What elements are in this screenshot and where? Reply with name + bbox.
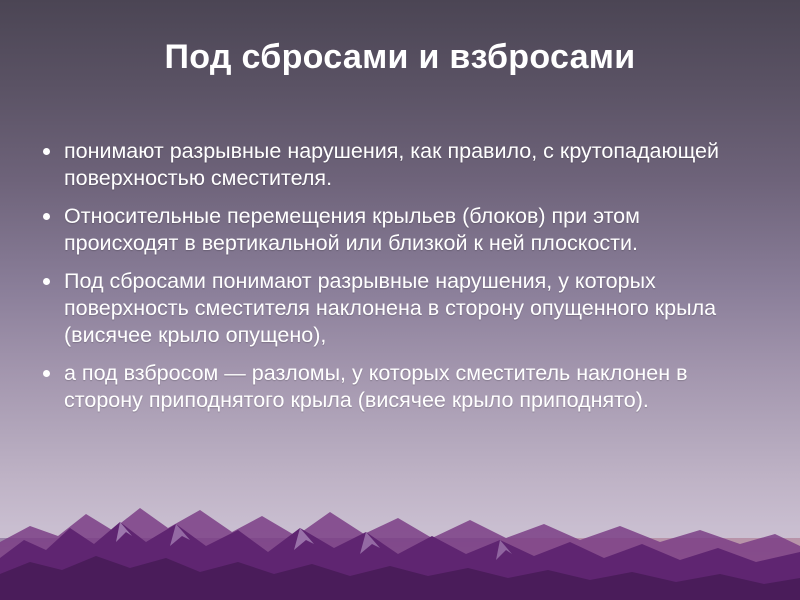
bullet-icon bbox=[43, 370, 50, 377]
list-item bbox=[38, 203, 760, 257]
list-item bbox=[38, 138, 760, 192]
list-item-text: Относительные перемещения крыльев (блоков) при этом происходят в вертикальной или близкой к ней плоскости. bbox=[64, 204, 640, 255]
list-item bbox=[38, 268, 760, 349]
list-item-text: Под сбросами понимают разрывные нарушения, у которых поверхность сместителя наклонена в сторону опущенного крыла (висячее крыло опущено), bbox=[64, 269, 717, 347]
bullet-icon bbox=[43, 148, 50, 155]
bullet-list bbox=[38, 138, 760, 425]
list-item-text: понимают разрывные нарушения, как правило, с крутопадающей поверхностью сместителя. bbox=[64, 139, 719, 190]
mountain-scenery bbox=[0, 470, 800, 600]
page-title: Под сбросами и взбросами bbox=[164, 38, 636, 76]
bullet-icon bbox=[43, 213, 50, 220]
mountain-range-svg bbox=[0, 470, 800, 600]
list-item-text: а под взбросом — разломы, у которых сместитель наклонен в сторону приподнятого крыла (висячее крыло приподнято). bbox=[64, 361, 688, 412]
list-item bbox=[38, 360, 760, 414]
bullet-icon bbox=[43, 278, 50, 285]
